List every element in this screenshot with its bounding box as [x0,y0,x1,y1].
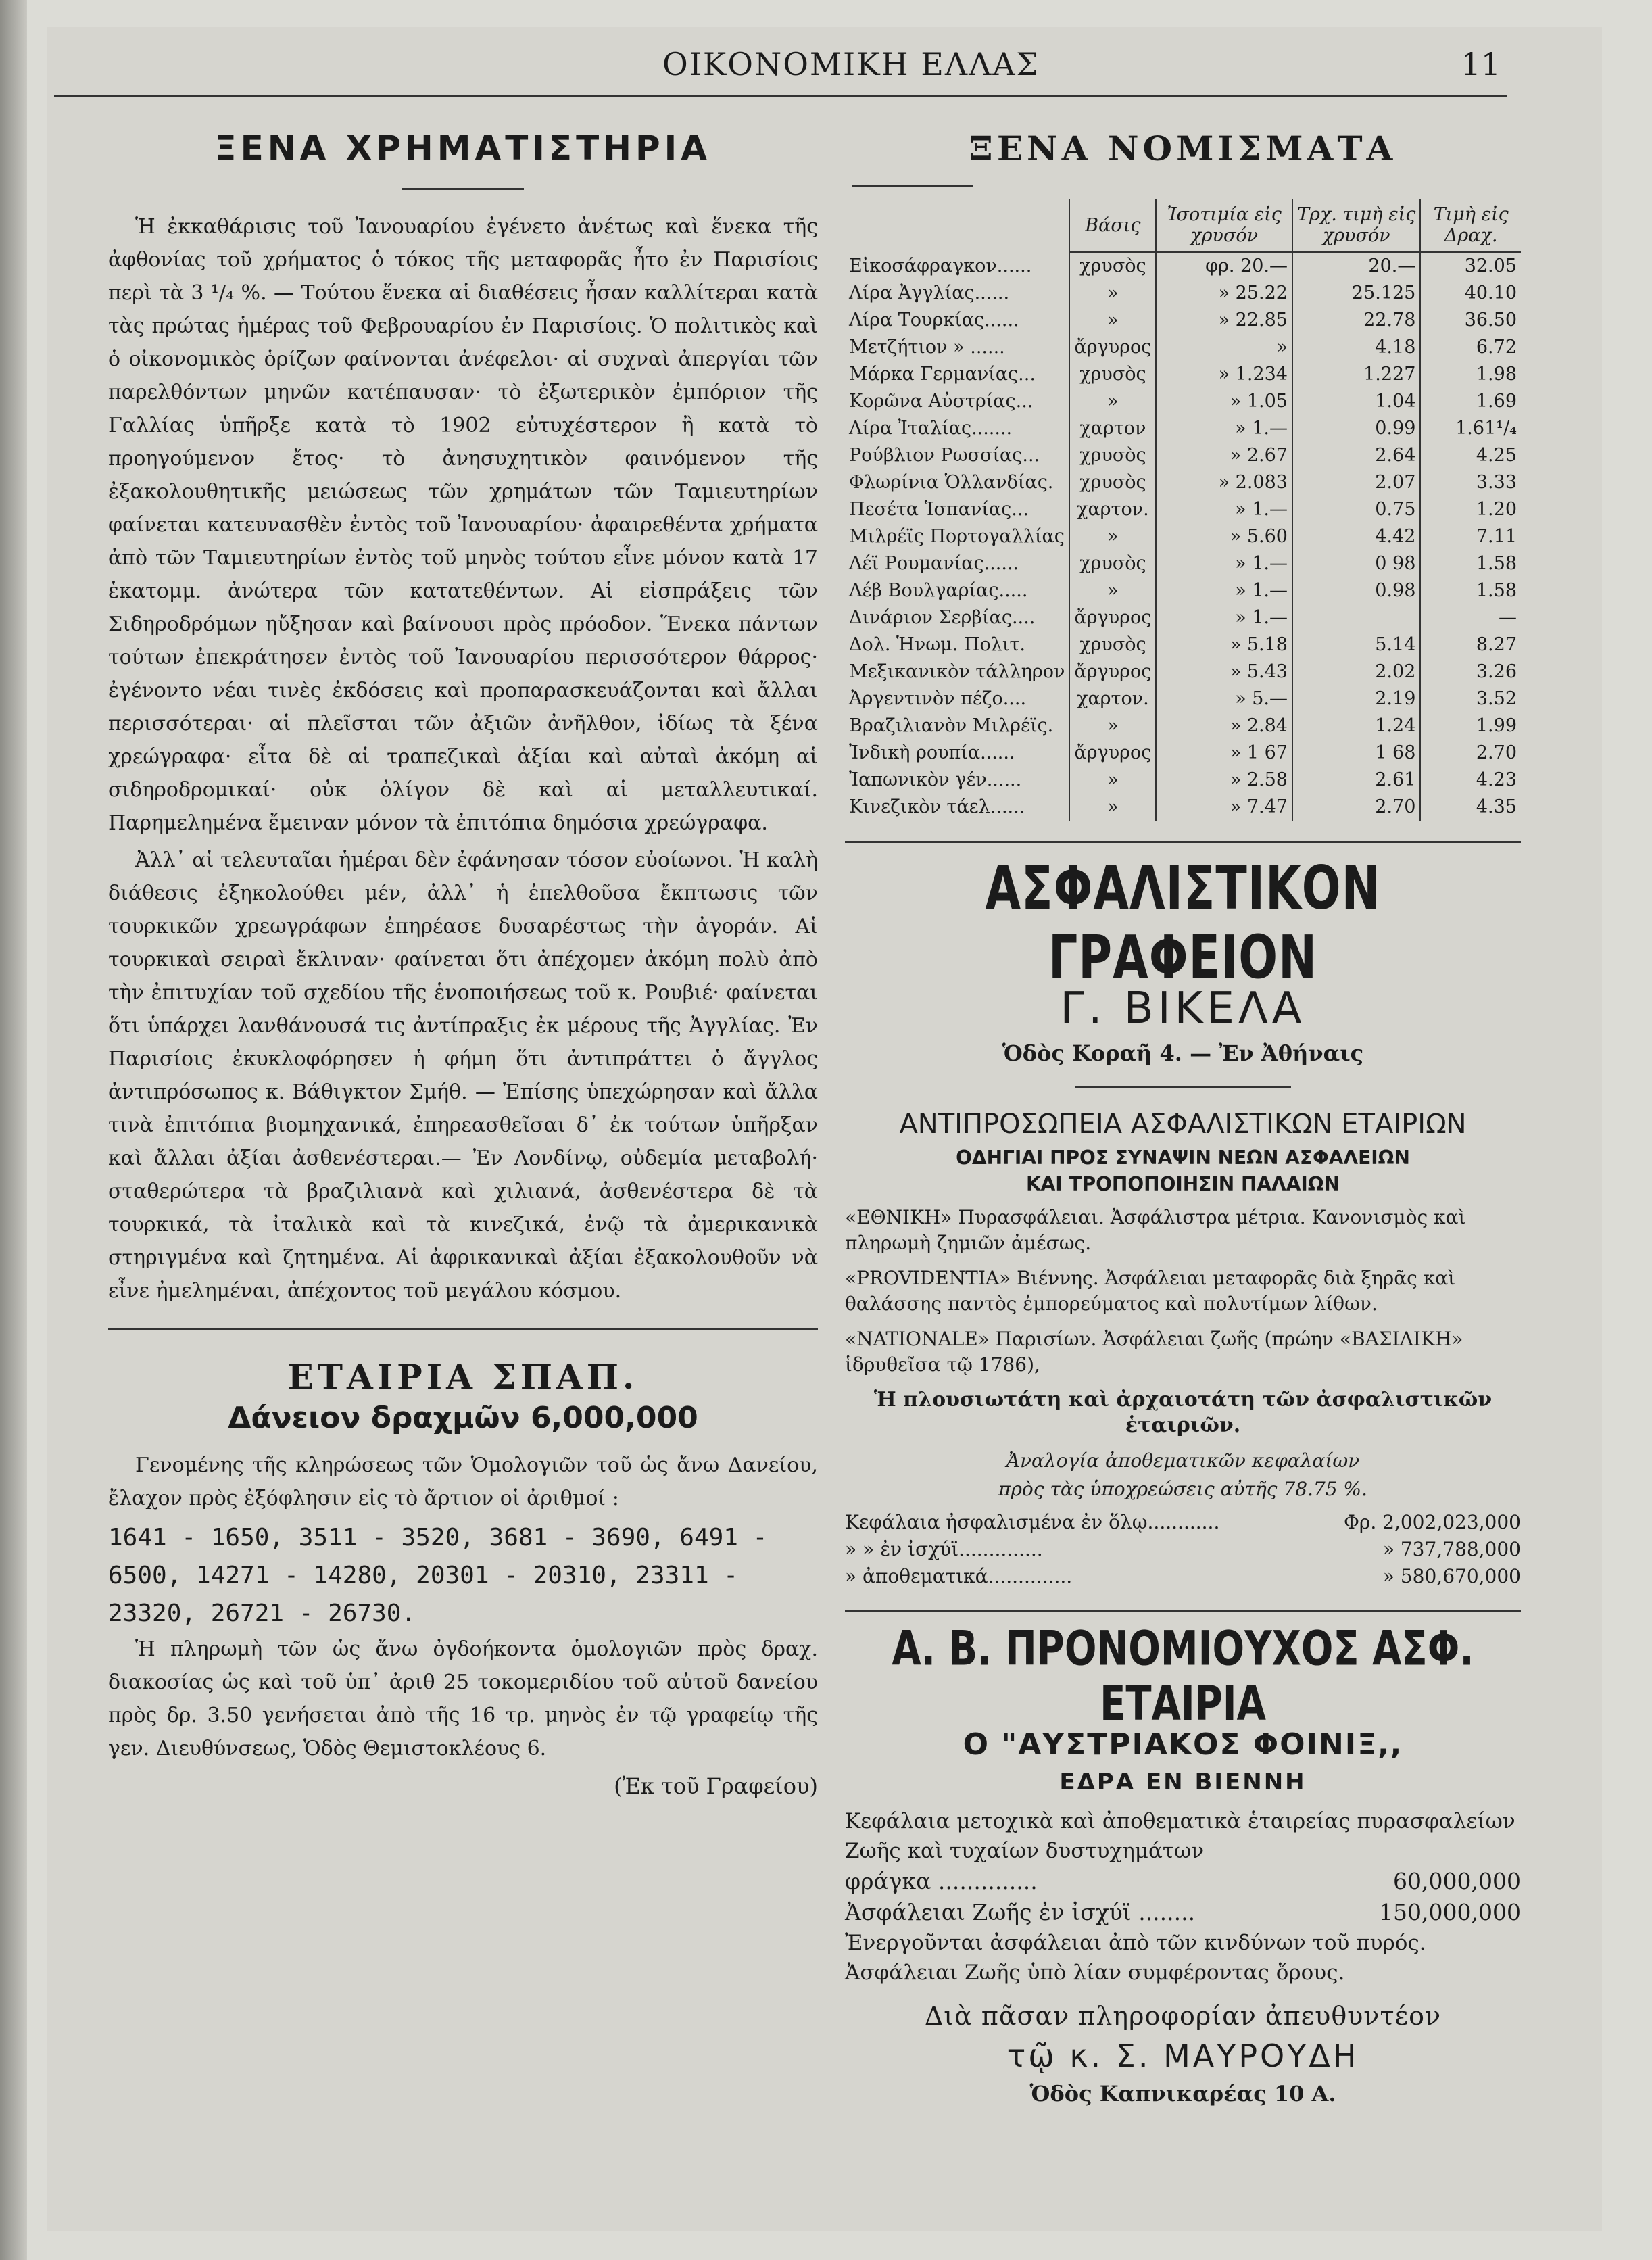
article-paragraph: Ἀλλ᾽ αἱ τελευταῖαι ἡμέραι δὲν ἐφάνησαν τόσον εὐοίωνοι. Ἡ καλὴ διάθεσις ἐξηκολούθει μέν, ἀλλ᾽ ἡ ἐπελθοῦσα ἔκπτωσις τῶν τουρκικῶν χρεωγράφων ἐπηρέασε δυσαρέστως τὴν ἀγοράν. Αἱ τουρκικαὶ σειραὶ ἔκλιναν· φαίνεται ὅτι ἀπέχομεν ἀκόμη πολὺ ἀπὸ τὴν ἐπιτυχίαν τοῦ σχεδίου τῆς ἑνοποιήσεως τοῦ κ. Ρουβιέ· φαίνεται ὅτι ὑπάρχει λανθάνουσά τις ἀντίπραξις ἐκ μέρους τῆς Ἀγγλίας. Ἐν Παρισίοις ἐκυκλοφόρησεν ἡ φήμη ὅτι ἀντιπράττει ὁ ἄγγλος ἀντιπρόσωπος κ. Βάθιγκτον Σμήθ. — Ἐπίσης ὑπεχώρησαν καὶ ἄλλα τινὰ ἐπιτόπια βιομηχανικά, ἐπηρεασθεῖσαι δ᾽ ἐκ τούτων ὑπῆρξαν καὶ ἄλλαι ἀξίαι ἀσθενέστεραι.— Ἐν Λονδίνῳ, οὐδεμία μεταβολή· σταθερώτερα τὰ βραζιλιανὰ καὶ χιλιανά, ἀσθενέστερα δὲ τὰ τουρκικά, τὰ ἰταλικὰ καὶ τὰ κινεζικά, ἐνῷ τὰ ἀμερικανικὰ στηριγμένα καὶ ζητημένα. Αἱ ἀφρικανικαὶ ἀξίαι ἐξακολουθοῦν νὰ εἶνε ἠμελημέναι, ἀπέχοντος τοῦ μεγάλου κόσμου. [108,848,818,1303]
drachma-price: 1.58 [1420,550,1521,577]
table-row [845,307,1521,334]
book-binding-shadow [0,0,27,2260]
currency-name: Ρούβλιον Ρωσσίας... [849,445,1040,466]
currency-base: χρυσὸς [1069,442,1156,469]
company-heading: ΕΤΑΙΡΙΑ ΣΠΑΠ. [287,1357,639,1397]
currency-table-body [845,252,1521,821]
drachma-price: 6.72 [1420,334,1521,361]
company-note: Ἡ πλουσιωτάτη καὶ ἀρχαιοτάτη τῶν ἀσφαλιστικῶν ἑταιριῶν. [873,1388,1492,1437]
drachma-price: 7.11 [1420,523,1521,550]
capital-row [845,1509,1521,1536]
currency-name: Μεξικανικὸν τάλληρον [849,661,1065,682]
table-row [845,767,1521,794]
currency-name: Βραζιλιανὸν Μιλρέϊς. [849,715,1054,736]
ad-capital-text: Κεφάλαια μετοχικὰ καὶ ἀποθεματικὰ ἑταιρείας πυρασφαλείων Ζωῆς καὶ τυχαίων δυστυχημάτων [845,1809,1515,1863]
table-row [845,280,1521,307]
gold-market-price: 2.70 [1292,794,1420,821]
divider [852,185,973,187]
divider [845,841,1521,843]
table-row [845,550,1521,577]
gold-market-price: 5.14 [1292,631,1420,658]
currency-name: Κορῶνα Αὐστρίας... [849,391,1034,412]
gold-parity: » 1 67 [1156,740,1292,767]
gold-market-price: 2.61 [1292,767,1420,794]
table-row [845,442,1521,469]
drachma-price: 1.20 [1420,496,1521,523]
currency-name: Δολ. Ἡνωμ. Πολιτ. [849,634,1025,655]
gold-market-price: 2.07 [1292,469,1420,496]
capital-label: Κεφάλαια ἠσφαλισμένα ἐν ὅλῳ............ [845,1511,1220,1533]
table-row [845,361,1521,388]
header-cell: Τιμὴ εἰς Δραχ. [1420,199,1521,252]
currency-base: χρυσὸς [1069,631,1156,658]
currency-name: Λίρα Ἀγγλίας...... [849,283,1010,304]
gold-parity: » 1.— [1156,577,1292,604]
company-entry: «NATIONALE» Παρισίων. Ἀσφάλειαι ζωῆς (πρώην «ΒΑΣΙΛΙΚΗ» ἱδρυθεῖσα τῷ 1786), [845,1328,1463,1376]
currency-base: » [1069,280,1156,307]
drachma-price: 8.27 [1420,631,1521,658]
drachma-price: 4.23 [1420,767,1521,794]
table-row [845,496,1521,523]
currency-base: ἄργυρος [1069,658,1156,686]
table-row [845,523,1521,550]
currency-base: » [1069,767,1156,794]
currency-base: χρυσὸς [1069,252,1156,280]
header-cell: Ἰσοτιμία εἰς χρυσόν [1156,199,1292,252]
gold-parity: » 1.— [1156,415,1292,442]
currency-name: Εἰκοσάφραγκον...... [849,255,1032,277]
ad-title: Α. Β. ΠΡΟΝΟΜΙΟΥΧΟΣ ΑΣΦ. ΕΤΑΙΡΙΑ [892,1621,1474,1732]
divider [845,1610,1521,1612]
ratio-value: πρὸς τὰς ὑποχρεώσεις αὐτῆς 78.75 %. [998,1478,1367,1500]
gold-parity: » 1.— [1156,550,1292,577]
currency-name: Ἰνδικὴ ρουπία...... [849,742,1015,763]
currency-base: χρυσὸς [1069,469,1156,496]
company-entry: «ΕΘΝΙΚΗ» Πυρασφάλειαι. Ἀσφάλιστρα μέτρια. Κανονισμὸς καὶ πληρωμὴ ζημιῶν ἀμέσως. [845,1206,1466,1254]
article-paragraph: Ἡ ἐκκαθάρισις τοῦ Ἰανουαρίου ἐγένετο ἀνέτως καὶ ἕνεκα τῆς ἀφθονίας τοῦ χρήματος ὁ τόκος τῆς μεταφορᾶς ἦτο ἐν Παρισίοις περὶ τὰ 3 ¹/₄ %. — Τούτου ἕνεκα αἱ διαθέσεις ἦσαν καλλίτεραι κατὰ τὰς πρώτας ἡμέρας τοῦ Φεβρουαρίου ἐν Παρισίοις. Ὁ πολιτικὸς καὶ ὁ οἰκονομικὸς ὁρίζων φαίνονται ἀνέφελοι· αἱ συχναὶ ἀπεργίαι τῶν παρελθόντων μηνῶν κατέπαυσαν· τὸ ἐξωτερικὸν ἐμπόριον τῆς Γαλλίας ὑπῆρξε κατὰ τὸ 1902 εὐτυχέστερον ἢ κατὰ τὸ προηγούμενον ἔτος· τὸ ἀνησυχητικὸν φαινόμενον τῆς ἐξακολουθητικῆς μειώσεως τῶν χρημάτων τῶν Ταμιευτηρίων φαίνεται κατευνασθὲν ἐντὸς τοῦ Ἰανουαρίου· ἀφαιρεθέντα χρήματα ἀπὸ τῶν Ταμιευτηρίων ἐντὸς τοῦ μηνὸς τούτου εἶνε μόνον κατὰ 17 ἑκατομμ. ἀνώτερα τῶν κατατεθέντων. Αἱ εἰσπράξεις τῶν Σιδηροδρόμων ηὔξησαν καὶ βαίνουσι πρὸς πρόοδον. Ἕνεκα πάντων τούτων ἐπεκράτησεν ἐντὸς τοῦ Ἰανουαρίου περισσότερον θάρρος· ἐγένοντο νέαι τινὲς ἐκδόσεις καὶ προπαρασκευάζονται καὶ ἄλλαι περισσότεραι· αἱ πλεῖσται τῶν ἀξιῶν ἀνῆλθον, ἰδίως τὰ ξένα χρεώγραφα· εἶτα δὲ αἱ τραπεζικαὶ ἀξίαι καὶ αὐταὶ ἀκόμη αἱ σιδηροδρομικαί· οὐκ ὀλίγον δὲ καὶ αἱ μεταλλευτικαί. Παρημελημένα ἔμειναν μόνον τὰ ἐπιτόπια δημόσια χρεώγραφα. [108,215,818,835]
ad-line: ΟΔΗΓΙΑΙ ΠΡΟΣ ΣΥΝΑΨΙΝ ΝΕΩΝ ΑΣΦΑΛΕΙΩΝ [956,1147,1410,1169]
lottery-numbers: 1641 - 1650, 3511 - 3520, 3681 - 3690, 6491 - 6500, 14271 - 14280, 20301 - 20310, 23311 - 23320, 26721 - 26730. [108,1524,768,1627]
ad-address: Ὁδὸς Κοραῆ 4. — Ἐν Ἀθήναις [1002,1040,1364,1066]
capital-row [845,1536,1521,1563]
left-column [108,128,818,1799]
gold-parity: » 1.— [1156,496,1292,523]
currency-name: Λίρα Τουρκίας...... [849,310,1019,331]
currency-name: Φλωρίνια Ὁλλανδίας. [849,472,1054,493]
drachma-price: 40.10 [1420,280,1521,307]
gold-market-price: 1.24 [1292,713,1420,740]
gold-market-price: 4.18 [1292,334,1420,361]
drachma-price: 3.33 [1420,469,1521,496]
currency-base: » [1069,577,1156,604]
drachma-price: 3.26 [1420,658,1521,686]
currency-name: Λέβ Βουλγαρίας..... [849,580,1028,601]
header-cell: Τρχ. τιμὴ εἰς χρυσόν [1292,199,1420,252]
currency-name: Μάρκα Γερμανίας... [849,364,1036,385]
gold-market-price: 2.64 [1292,442,1420,469]
ad-street: Ὁδὸς Καπνικαρέας 10 Α. [1029,2081,1336,2107]
ad-name: Γ. ΒΙΚΕΛΑ [1060,984,1306,1034]
gold-parity: » [1156,334,1292,361]
gold-parity: » 2.083 [1156,469,1292,496]
gold-parity: » 2.84 [1156,713,1292,740]
life-label: Ἀσφάλειαι Ζωῆς ἐν ἰσχύϊ ........ [845,1899,1196,1925]
loan-title: Δάνειον δραχμῶν 6,000,000 [228,1401,698,1435]
drachma-price: 4.25 [1420,442,1521,469]
currency-base: » [1069,523,1156,550]
currency-base: » [1069,713,1156,740]
table-row [845,604,1521,631]
table-row [845,794,1521,821]
foreign-currencies-heading: ΞΕΝΑ ΝΟΜΙΣΜΑΤΑ [969,128,1397,168]
currency-base: » [1069,794,1156,821]
gold-market-price: 1 68 [1292,740,1420,767]
drachma-price: — [1420,604,1521,631]
table-header-row [845,199,1521,252]
header-cell: Βάσις [1069,199,1156,252]
currency-base: χαρτον. [1069,686,1156,713]
page-number: 11 [1461,46,1501,82]
drachma-price: 1.61¹/₄ [1420,415,1521,442]
gold-parity: » 5.43 [1156,658,1292,686]
austrian-phoenix-ad [845,1621,1521,2107]
gold-parity: » 1.234 [1156,361,1292,388]
capital-value: » 737,788,000 [1382,1538,1521,1560]
divider [1075,1086,1291,1088]
gold-market-price: 2.02 [1292,658,1420,686]
gold-parity: » 25.22 [1156,280,1292,307]
gold-parity: » 5.18 [1156,631,1292,658]
divider [108,1328,818,1330]
table-row [845,388,1521,415]
gold-market-price: 4.42 [1292,523,1420,550]
drachma-price: 3.52 [1420,686,1521,713]
ad-line: ΚΑΙ ΤΡΟΠΟΠΟΙΗΣΙΝ ΠΑΛΑΙΩΝ [1025,1173,1340,1195]
gold-parity: » 1.— [1156,604,1292,631]
running-head [54,41,1507,97]
table-row [845,577,1521,604]
drachma-price: 32.05 [1420,252,1521,280]
signature: (Ἐκ τοῦ Γραφείου) [614,1773,818,1799]
gold-market-price: 0.99 [1292,415,1420,442]
gold-market-price: 22.78 [1292,307,1420,334]
ad-person: τῷ κ. Σ. ΜΑΥΡΟΥΔΗ [1006,2038,1359,2074]
gold-market-price: 0.98 [1292,577,1420,604]
currency-base: ἄργυρος [1069,604,1156,631]
ad-subtitle: ΑΝΤΙΠΡΟΣΩΠΕΙΑ ΑΣΦΑΛΙΣΤΙΚΩΝ ΕΤΑΙΡΙΩΝ [899,1109,1467,1140]
currency-name: Δινάριον Σερβίας.... [849,607,1036,628]
gold-market-price: 20.— [1292,252,1420,280]
table-row [845,469,1521,496]
gold-market-price [1292,604,1420,631]
drachma-price: 1.99 [1420,713,1521,740]
drachma-price: 4.35 [1420,794,1521,821]
company-entry: «PROVIDENTIA» Βιέννης. Ἀσφάλειαι μεταφορᾶς διὰ ξηρᾶς καὶ θαλάσσης παντὸς ἐμπορεύματος καὶ πολυτίμων λίθων. [845,1267,1456,1315]
capital-label: φράγκα .............. [845,1868,1038,1894]
gold-market-price: 25.125 [1292,280,1420,307]
currency-base: χρυσὸς [1069,361,1156,388]
currency-base: χαρτον. [1069,496,1156,523]
currency-name: Ἀργεντινὸν πέζο.... [849,688,1027,709]
capital-row [845,1866,1521,1897]
life-value: 150,000,000 [1379,1899,1521,1925]
ratio-label: Ἀναλογία ἀποθεματικῶν κεφαλαίων [1006,1449,1360,1472]
currency-base: χαρτον [1069,415,1156,442]
ad-life-terms: Ἀσφάλειαι Ζωῆς ὑπὸ λίαν συμφέροντας ὅρους. [845,1961,1345,1985]
drachma-price: 1.58 [1420,577,1521,604]
gold-market-price: 2.19 [1292,686,1420,713]
currency-name: Ἰαπωνικὸν γέν...... [849,769,1022,790]
table-row [845,686,1521,713]
foreign-exchanges-heading: ΞΕΝΑ ΧΡΗΜΑΤΙΣΤΗΡΙΑ [215,128,711,168]
currency-name: Κινεζικὸν τάελ...... [849,796,1025,817]
currency-name: Μετζήτιον » ...... [849,337,1005,358]
drachma-price: 36.50 [1420,307,1521,334]
ad-company-name: Ο "ΑΥΣΤΡΙΑΚΟΣ ΦΟΙΝΙΞ,, [963,1727,1403,1762]
gold-parity: » 2.58 [1156,767,1292,794]
gold-market-price: 1.227 [1292,361,1420,388]
drachma-price: 1.98 [1420,361,1521,388]
table-row [845,415,1521,442]
gold-market-price: 0 98 [1292,550,1420,577]
currency-base: » [1069,388,1156,415]
currency-base: ἄργυρος [1069,740,1156,767]
insurance-office-ad [845,854,1521,1590]
capital-label: » ἀποθεματικά.............. [845,1565,1073,1587]
gold-parity: » 2.67 [1156,442,1292,469]
gold-parity: » 1.05 [1156,388,1292,415]
drachma-price: 1.69 [1420,388,1521,415]
currency-name: Λίρα Ἰταλίας....... [849,418,1013,439]
currency-base: » [1069,307,1156,334]
gold-parity: » 5.— [1156,686,1292,713]
capital-label: » » ἐν ἰσχύϊ.............. [845,1538,1043,1560]
capital-value: 60,000,000 [1393,1868,1521,1894]
ad-fire-line: Ἐνεργοῦνται ἀσφάλειαι ἀπὸ τῶν κινδύνων τοῦ πυρός. [845,1931,1426,1955]
currency-table [845,199,1521,821]
currency-name: Λέϊ Ρουμανίας...... [849,553,1019,574]
table-row [845,334,1521,361]
capital-value: » 580,670,000 [1382,1565,1521,1587]
payment-notice: Ἡ πληρωμὴ τῶν ὡς ἄνω ὀγδοήκοντα ὁμολογιῶν πρὸς δραχ. διακοσίας ὡς καὶ τοῦ ὑπ᾽ ἀριθ 25 τοκομεριδίου τοῦ αὐτοῦ δανείου πρὸς δρ. 3.50 γενήσεται ἀπὸ τῆς 16 τρ. μηνὸς ἐν τῷ γραφείῳ τῆς γεν. Διευθύνσεως, Ὁδὸς Θεμιστοκλέους 6. [108,1637,818,1760]
header-cell [845,199,1069,252]
capital-value: Φρ. 2,002,023,000 [1343,1511,1521,1533]
currency-name: Μιλρέϊς Πορτογαλλίας [849,526,1065,547]
life-row [845,1897,1521,1928]
gold-parity: » 7.47 [1156,794,1292,821]
gold-parity: » 5.60 [1156,523,1292,550]
lottery-intro: Γενομένης τῆς κληρώσεως τῶν Ὁμολογιῶν τοῦ ὡς ἄνω Δανείου, ἔλαχον πρὸς ἐξόφλησιν εἰς τὸ ἄρτιον οἱ ἀριθμοί : [108,1453,818,1510]
currency-base: χρυσὸς [1069,550,1156,577]
ad-title: ΑΣΦΑΛΙΣΤΙΚΟΝ ΓΡΑΦΕΙΟΝ [985,854,1381,993]
right-column [845,128,1521,2113]
table-row [845,631,1521,658]
gold-market-price: 0.75 [1292,496,1420,523]
gold-parity: φρ. 20.— [1156,252,1292,280]
capital-row [845,1563,1521,1590]
ad-contact: Διὰ πᾶσαν πληροφορίαν ἀπευθυντέον [924,2001,1442,2031]
ad-seat: ΕΔΡΑ ΕΝ ΒΙΕΝΝΗ [1059,1769,1307,1796]
table-row [845,740,1521,767]
drachma-price: 2.70 [1420,740,1521,767]
table-row [845,713,1521,740]
gold-market-price: 1.04 [1292,388,1420,415]
divider [402,188,524,190]
currency-base: ἄργυρος [1069,334,1156,361]
gold-parity: » 22.85 [1156,307,1292,334]
table-row [845,252,1521,280]
table-row [845,658,1521,686]
currency-name: Πεσέτα Ἱσπανίας... [849,499,1029,520]
publication-title: ΟΙΚΟΝΟΜΙΚΗ ΕΛΛΑΣ [662,46,1040,82]
